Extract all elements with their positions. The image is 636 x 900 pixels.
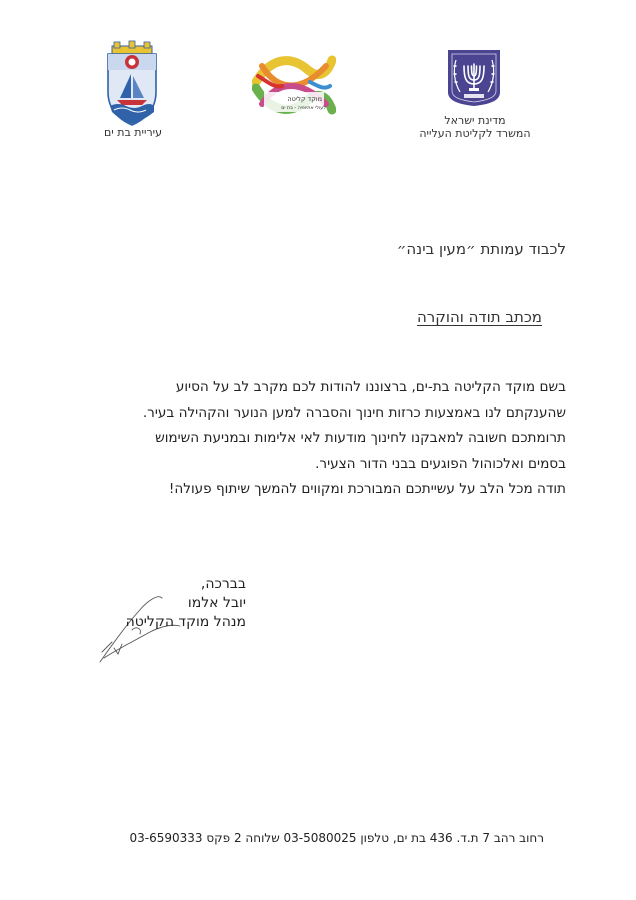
body-line: בסמים ואלכוהול הפוגעים בבני הדור הצעיר. bbox=[315, 455, 566, 472]
city-caption: עיריית בת ים bbox=[103, 126, 163, 139]
absorption-center-logo-icon bbox=[252, 52, 336, 118]
center-logo-line2: לעולי אתיופיה - בת ים bbox=[281, 106, 326, 111]
closing-greeting: בברכה, bbox=[200, 576, 246, 592]
recipient-line: לכבוד עמותת ״מעין בינה״ bbox=[396, 240, 566, 258]
letter-body bbox=[76, 375, 566, 503]
gov-line-state: מדינת ישראל bbox=[444, 114, 506, 127]
signer-title: מנהל מוקד הקליטה bbox=[125, 614, 246, 630]
body-line: תרומתכם חשובה למאבקנו לחינוך מודעות לאי אלימות ובמניעת השימוש bbox=[155, 430, 566, 447]
body-line: שהענקתם לנו באמצעות כרזות חינוך והסברה למען הנוער והקהילה בעיר. bbox=[142, 404, 566, 421]
center-logo-line1: מוקד קליטה bbox=[287, 95, 322, 103]
body-line: בשם מוקד הקליטה בת-ים, ברצוננו להודות לכם מקרב לב על הסיוע bbox=[175, 379, 566, 395]
signer-name: יובל אלמו bbox=[187, 595, 246, 611]
gov-line-ministry: המשרד לקליטת העלייה bbox=[419, 127, 531, 140]
bat-yam-city-emblem-icon bbox=[104, 40, 160, 126]
ministry-caption bbox=[400, 114, 550, 140]
closing-block bbox=[86, 575, 246, 632]
footer-address: רחוב רהב 7 ת.ד. 436 בת ים, טלפון 03-5080025 שלוחה 2 פקס 03-6590333 bbox=[129, 831, 544, 845]
letter-subject: מכתב תודה והוקרה bbox=[416, 308, 542, 326]
body-line: תודה מכל הלב על עשייתכם המבורכת ומקווים להמשך שיתוף פעולה! bbox=[168, 481, 566, 498]
state-of-israel-emblem-icon bbox=[444, 46, 504, 108]
